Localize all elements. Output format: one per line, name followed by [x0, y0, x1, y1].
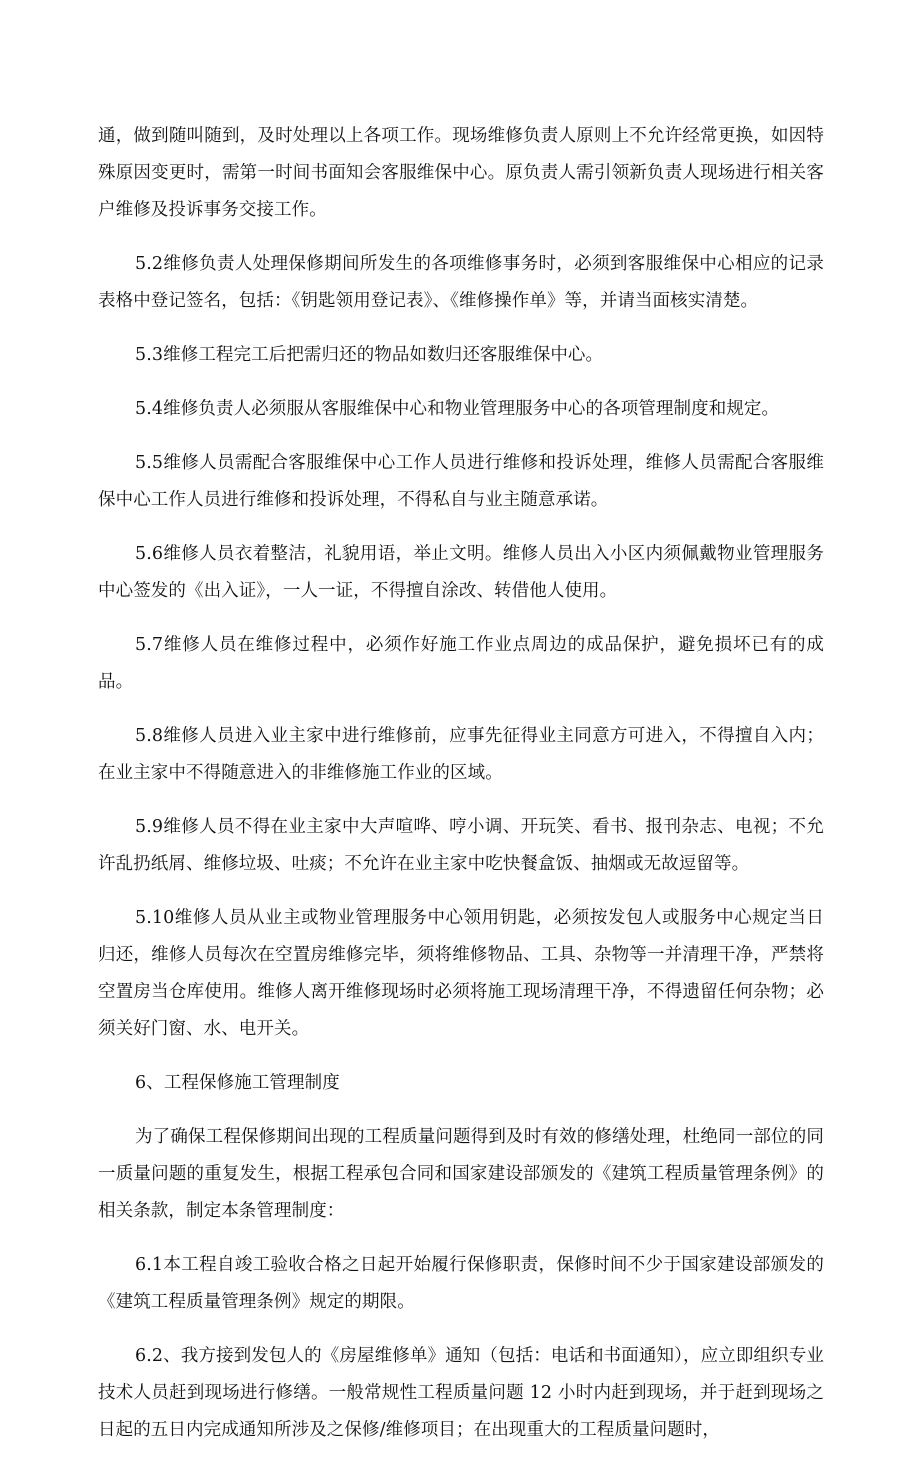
- document-page: [98, 118, 824, 1466]
- paragraph-6-1: 6.1本工程自竣工验收合格之日起开始履行保修职责，保修时间不少于国家建设部颁发的《建筑工程质量管理条例》规定的期限。: [98, 1255, 824, 1312]
- section-heading-6: 6、工程保修施工管理制度: [135, 1073, 340, 1093]
- paragraph-5-5: 5.5维修人员需配合客服维保中心工作人员进行维修和投诉处理，维修人员需配合客服维保中心工作人员进行维修和投诉处理，不得私自与业主随意承诺。: [98, 453, 824, 510]
- paragraph-5-3: 5.3维修工程完工后把需归还的物品如数归还客服维保中心。: [135, 345, 604, 365]
- paragraph-5-9: 5.9维修人员不得在业主家中大声喧哗、哼小调、开玩笑、看书、报刊杂志、电视；不允许乱扔纸屑、维修垃圾、吐痰；不允许在业主家中吃快餐盒饭、抽烟或无故逗留等。: [98, 817, 824, 874]
- paragraph-6-intro: 为了确保工程保修期间出现的工程质量问题得到及时有效的修缮处理，杜绝同一部位的同一质量问题的重复发生，根据工程承包合同和国家建设部颁发的《建筑工程质量管理条例》的相关条款，制定本条管理制度：: [98, 1127, 824, 1221]
- paragraph-5-10: 5.10维修人员从业主或物业管理服务中心领用钥匙，必须按发包人或服务中心规定当日归还，维修人员每次在空置房维修完毕，须将维修物品、工具、杂物等一并清理干净，严禁将空置房当仓库使用。维修人离开维修现场时必须将施工现场清理干净，不得遗留任何杂物；必须关好门窗、水、电开关。: [98, 908, 824, 1039]
- paragraph-5-7: 5.7维修人员在维修过程中，必须作好施工作业点周边的成品保护，避免损坏已有的成品。: [98, 635, 824, 692]
- paragraph-5-6: 5.6维修人员衣着整洁，礼貌用语，举止文明。维修人员出入小区内须佩戴物业管理服务中心签发的《出入证》，一人一证，不得擅自涂改、转借他人使用。: [98, 544, 824, 601]
- paragraph-6-2: 6.2、我方接到发包人的《房屋维修单》通知（包括：电话和书面通知），应立即组织专业技术人员赶到现场进行修缮。一般常规性工程质量问题 12 小时内赶到现场，并于赶到现场之日起的五日内完成通知所涉及之保修/维修项目；在出现重大的工程质量问题时，: [98, 1346, 824, 1440]
- paragraph-5-2: 5.2维修负责人处理保修期间所发生的各项维修事务时，必须到客服维保中心相应的记录表格中登记签名，包括：《钥匙领用登记表》、《维修操作单》等，并请当面核实清楚。: [98, 254, 824, 311]
- paragraph-5-4: 5.4维修负责人必须服从客服维保中心和物业管理服务中心的各项管理制度和规定。: [135, 399, 780, 419]
- paragraph-5-8: 5.8维修人员进入业主家中进行维修前，应事先征得业主同意方可进入，不得擅自入内；在业主家中不得随意进入的非维修施工作业的区域。: [98, 726, 824, 783]
- paragraph-continuation: 通，做到随叫随到，及时处理以上各项工作。现场维修负责人原则上不允许经常更换，如因特殊原因变更时，需第一时间书面知会客服维保中心。原负责人需引领新负责人现场进行相关客户维修及投诉事务交接工作。: [98, 126, 824, 220]
